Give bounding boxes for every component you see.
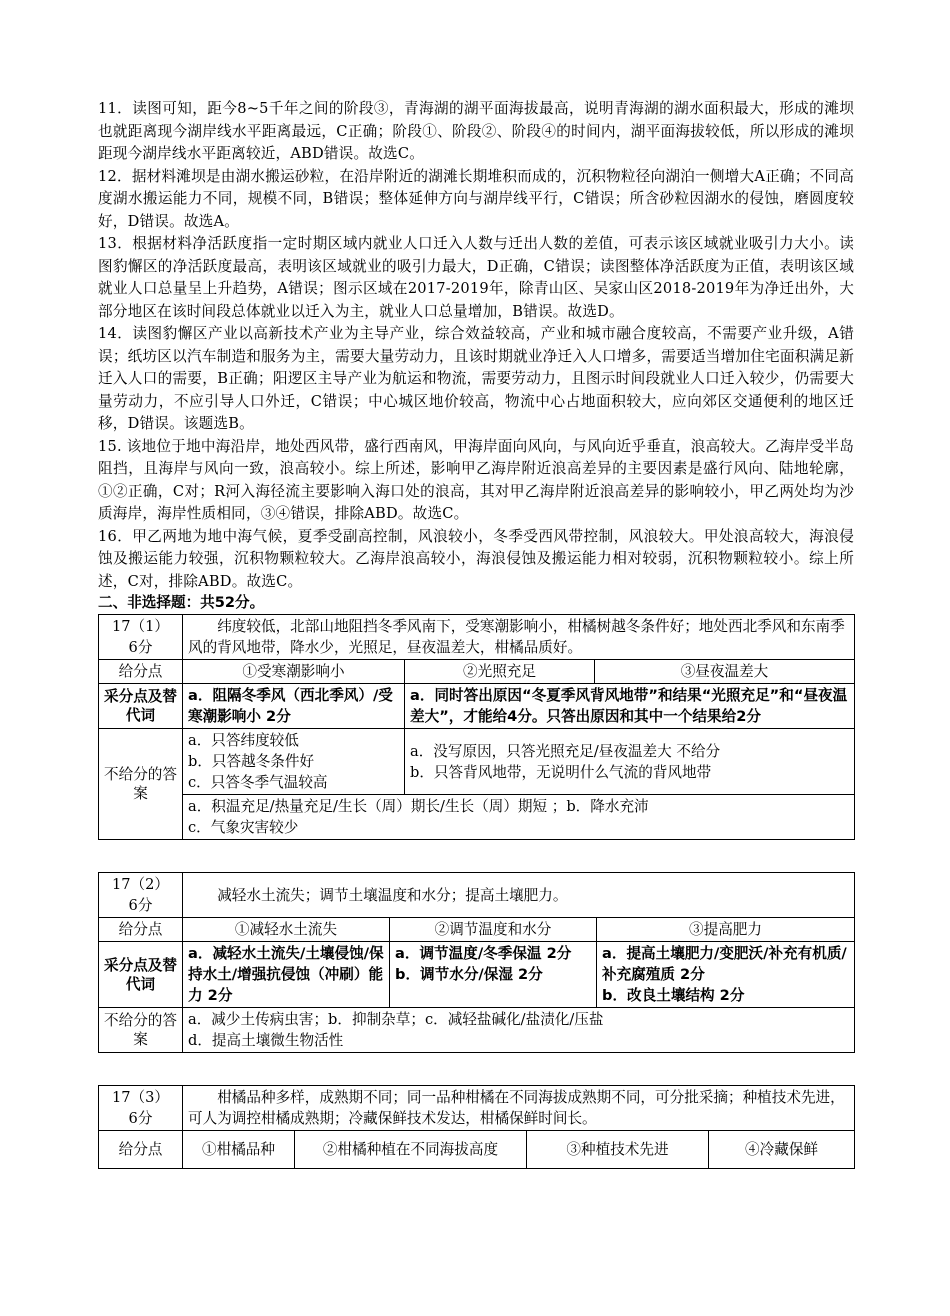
answer-14: 14．读图豹懈区产业以高新技术产业为主导产业，综合效益较高，产业和城市融合度较高，不需要产业升级，A错误；纸坊区以汽车制造和服务为主，需要大量劳动力，且该时期就业净迁入人口增多，需要适当增加住宅面积满足新迁入人口的需要，B正确；阳逻区主导产业为航运和物流，需要劳动力，且图示时间段就业人口迁入较少，仍需要大量劳动力，不应引导人口外迁，C错误；中心城区地价较高，物流中心占地面积较大，应向郊区交通便利的地区迁移，D错误。该题选B。 [98,325,854,432]
answer-page [98,98,854,1169]
point-3: ③昼夜温差大 [595,660,855,684]
table-17-3 [98,1085,855,1169]
point-4: ④冷藏保鲜 [709,1131,855,1169]
answer-15: 15. 该地位于地中海沿岸，地处西风带，盛行西南风，甲海岸面向风向，与风向近乎垂直，浪高较大。乙海岸受半岛阻挡，且海岸与风向一致，浪高较小。综上所述，影响甲乙海岸附近浪高差异的主要因素是盛行风向、陆地轮廓，①②正确，C对；R河入海径流主要影响入海口处的浪高，其对甲乙海岸附近浪高差异的影响较小，甲乙两处均为沙质海岸，海岸性质相同，③④错误，排除ABD。故选C。 [98,437,854,522]
answer-11: 11．读图可知，距今8~5千年之间的阶段③，青海湖的湖平面海拔最高，说明青海湖的湖水面积最大，形成的滩坝也就距离现今湖岸线水平距离最远，C正确；阶段①、阶段②、阶段④的时间内，湖平面海拔较低，所以形成的滩坝距现今湖岸线水平距离较近，ABD错误。故选C。 [98,100,854,162]
alt-2: a．同时答出原因“冬夏季风背风地带”和结果“光照充足”和“昼夜温差大”，才能给4分。只答出原因和其中一个结果给2分 [405,684,855,729]
table-row [99,615,855,660]
question-id: 17（3） 6分 [99,1086,183,1131]
no-2: a．没写原因，只答光照充足/昼夜温差大 不给分 b．只答背风地带，无说明什么气流的背风地带 [405,729,855,795]
point-3: ③种植技术先进 [527,1131,709,1169]
points-label: 给分点 [99,1131,183,1169]
alt-3: a．提高土壤肥力/变肥沃/补充有机质/补充腐殖质 2分 b．改良土壤结构 2分 [597,942,855,1008]
point-2: ②柑橘种植在不同海拔高度 [295,1131,527,1169]
table-row [99,942,855,1008]
no-3: a．积温充足/热量充足/生长（周）期长/生长（周）期短 ；b．降水充沛 c．气象灾害较少 [183,795,855,840]
no-1: a．只答纬度较低 b．只答越冬条件好 c．只答冬季气温较高 [183,729,405,795]
alt-label: 采分点及替代词 [99,942,183,1008]
no-label: 不给分的答案 [99,729,183,840]
table-row [99,795,855,840]
points-label: 给分点 [99,660,183,684]
table-row [99,918,855,942]
alt-1: a．减轻水土流失/土壤侵蚀/保持水土/增强抗侵蚀（冲刷）能力 2分 [183,942,390,1008]
point-1: ①受寒潮影响小 [183,660,405,684]
answer-12: 12．据材料滩坝是由湖水搬运砂粒，在沿岸附近的湖滩长期堆积而成的，沉积物粒径向湖泊一侧增大A正确；不同高度湖水搬运能力不同，规模不同，B错误；整体延伸方向与湖岸线平行，C错误；所含砂粒因湖水的侵蚀，磨圆度较好，D错误。故选A。 [98,167,854,230]
answer-13: 13．根据材料净活跃度指一定时期区域内就业人口迁入人数与迁出人数的差值，可表示该区域就业吸引力大小。读图豹懈区的净活跃度最高，表明该区域就业的吸引力最大，D正确，C错误；读图整体净活跃度为正值，表明该区域就业人口总量呈上升趋势，A错误；图示区域在2017-2019年，除青山区、吴家山区2018-2019年为净迁出外，大部分地区在该时间段总体就业以迁入为主，就业人口总量增加，B错误。故选D。 [98,235,854,320]
reference-answer: 减轻水土流失；调节土壤温度和水分；提高土壤肥力。 [183,873,855,918]
points-label: 给分点 [99,918,183,942]
table-row [99,684,855,729]
no-label: 不给分的答案 [99,1008,183,1053]
alt-1: a．阻隔冬季风（西北季风）/受寒潮影响小 2分 [183,684,405,729]
table-17-2 [98,872,855,1053]
answer-16: 16．甲乙两地为地中海气候，夏季受副高控制，风浪较小，冬季受西风带控制，风浪较大。甲处浪高较大，海浪侵蚀及搬运能力较强，沉积物颗粒较大。乙海岸浪高较小，海浪侵蚀及搬运能力相对较弱，沉积物颗粒较小。综上所述，C对，排除ABD。故选C。 [98,527,854,590]
point-1: ①柑橘品种 [183,1131,295,1169]
point-2: ②光照充足 [405,660,595,684]
table-row [99,660,855,684]
point-1: ①减轻水土流失 [183,918,390,942]
table-17-1 [98,614,855,840]
section-title: 二、非选择题：共52分。 [98,594,265,611]
table-row [99,1131,855,1169]
question-id: 17（1） 6分 [99,615,183,660]
alt-2: a．调节温度/冬季保温 2分 b．调节水分/保湿 2分 [390,942,597,1008]
point-2: ②调节温度和水分 [390,918,597,942]
table-row [99,1086,855,1131]
alt-label: 采分点及替代词 [99,684,183,729]
reference-answer: 柑橘品种多样，成熟期不同；同一品种柑橘在不同海拔成熟期不同，可分批采摘；种植技术先进，可人为调控柑橘成熟期；冷藏保鲜技术发达，柑橘保鲜时间长。 [183,1086,855,1131]
table-row [99,873,855,918]
table-row [99,1008,855,1053]
question-id: 17（2） 6分 [99,873,183,918]
table-row [99,729,855,795]
point-3: ③提高肥力 [597,918,855,942]
no-1: a．减少土传病虫害；b．抑制杂草；c．减轻盐碱化/盐渍化/压盐 d．提高土壤微生物活性 [183,1008,855,1053]
reference-answer: 纬度较低，北部山地阻挡冬季风南下，受寒潮影响小，柑橘树越冬条件好；地处西北季风和东南季风的背风地带，降水少，光照足，昼夜温差大，柑橘品质好。 [183,615,855,660]
